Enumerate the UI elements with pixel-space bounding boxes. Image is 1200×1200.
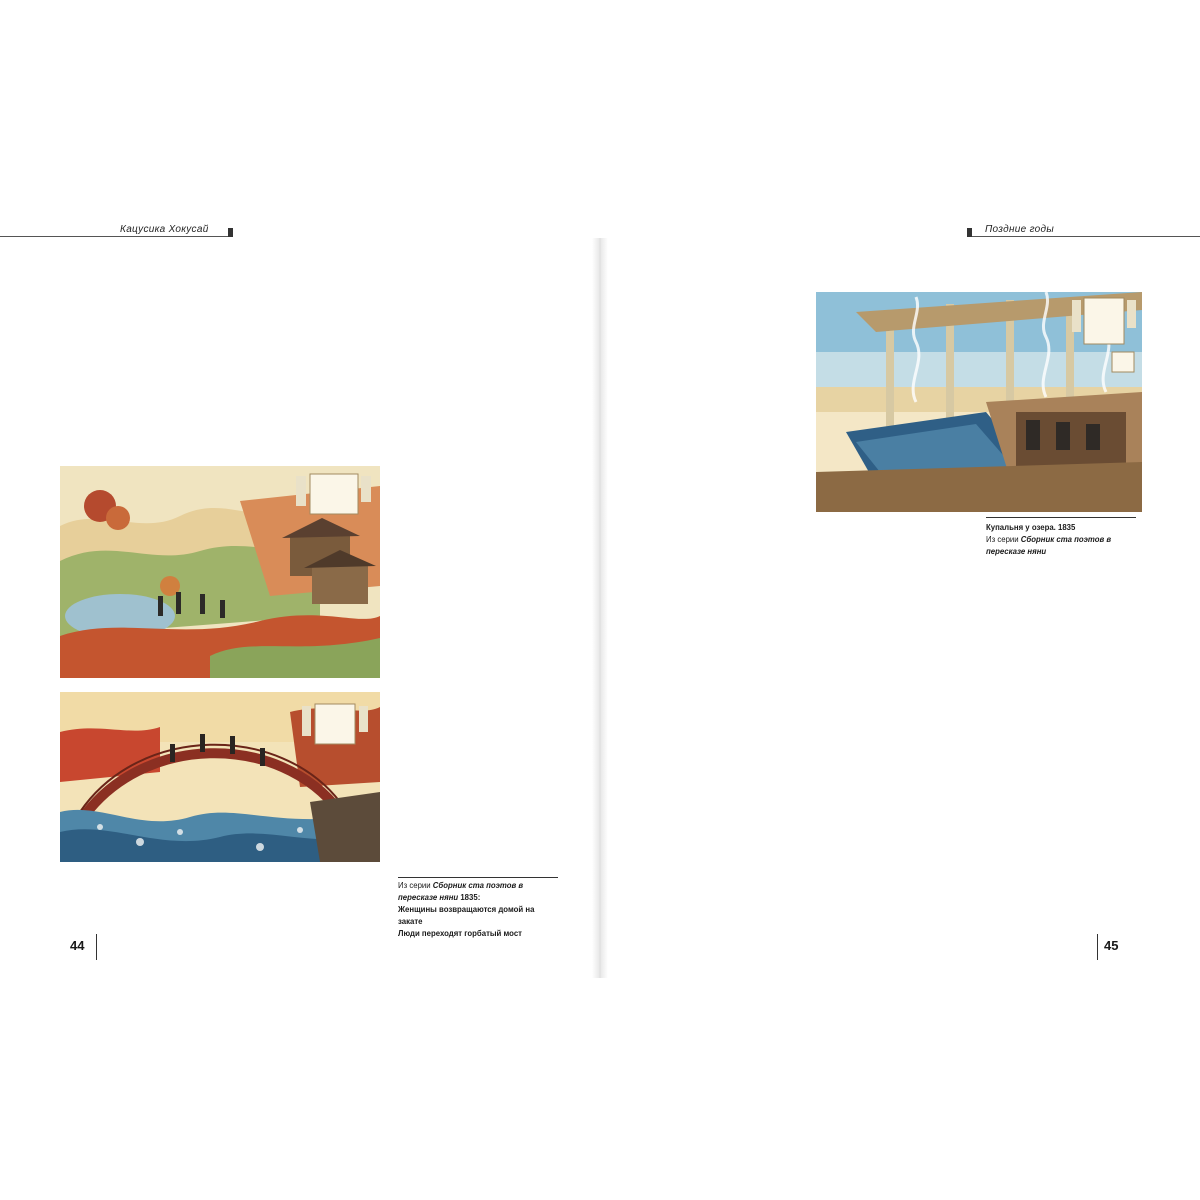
folio-rule-left (96, 934, 97, 960)
caption-rule-right (986, 517, 1136, 518)
header-marker-left (228, 228, 233, 237)
artwork-arched-bridge (60, 692, 380, 862)
artwork-bathhouse-by-lake (816, 292, 1142, 512)
caption-right (986, 522, 1136, 558)
book-gutter (592, 238, 608, 978)
text-column-5 (810, 545, 970, 945)
header-marker-right (967, 228, 972, 237)
running-head-right: Поздние годы (985, 224, 1055, 235)
caption-rule-left (398, 877, 558, 878)
caption-left-year: 1835: (460, 893, 481, 902)
caption-right-title: Купальня у озера. 1835 (986, 523, 1076, 532)
running-head-left: Кацусика Хокусай (120, 224, 209, 235)
caption-left-series (398, 880, 558, 904)
caption-left-series-prefix: Из серии (398, 881, 433, 890)
text-column-3 (396, 272, 552, 876)
caption-right-series-title: Сборник ста поэтов в пересказе няни (986, 535, 1112, 556)
caption-right-series (986, 534, 1136, 558)
artwork-women-returning-home (60, 466, 380, 678)
text-column-6 (984, 583, 1140, 947)
text-column-2 (228, 283, 384, 457)
caption-left-series-title: Сборник ста поэтов в пересказе няни (398, 881, 524, 902)
page-number-left: 44 (70, 938, 85, 953)
caption-left (398, 880, 558, 940)
page-number-right: 45 (1104, 938, 1119, 953)
text-column-4 (640, 272, 800, 876)
header-rule-left (0, 236, 228, 237)
caption-right-series-prefix: Из серии (986, 535, 1021, 544)
text-column-1 (60, 283, 216, 457)
caption-left-line2: Люди переходят горбатый мост (398, 929, 522, 938)
folio-rule-right (1097, 934, 1098, 960)
caption-left-line1: Женщины возвращаются домой на закате (398, 905, 535, 926)
header-rule-right (972, 236, 1200, 237)
